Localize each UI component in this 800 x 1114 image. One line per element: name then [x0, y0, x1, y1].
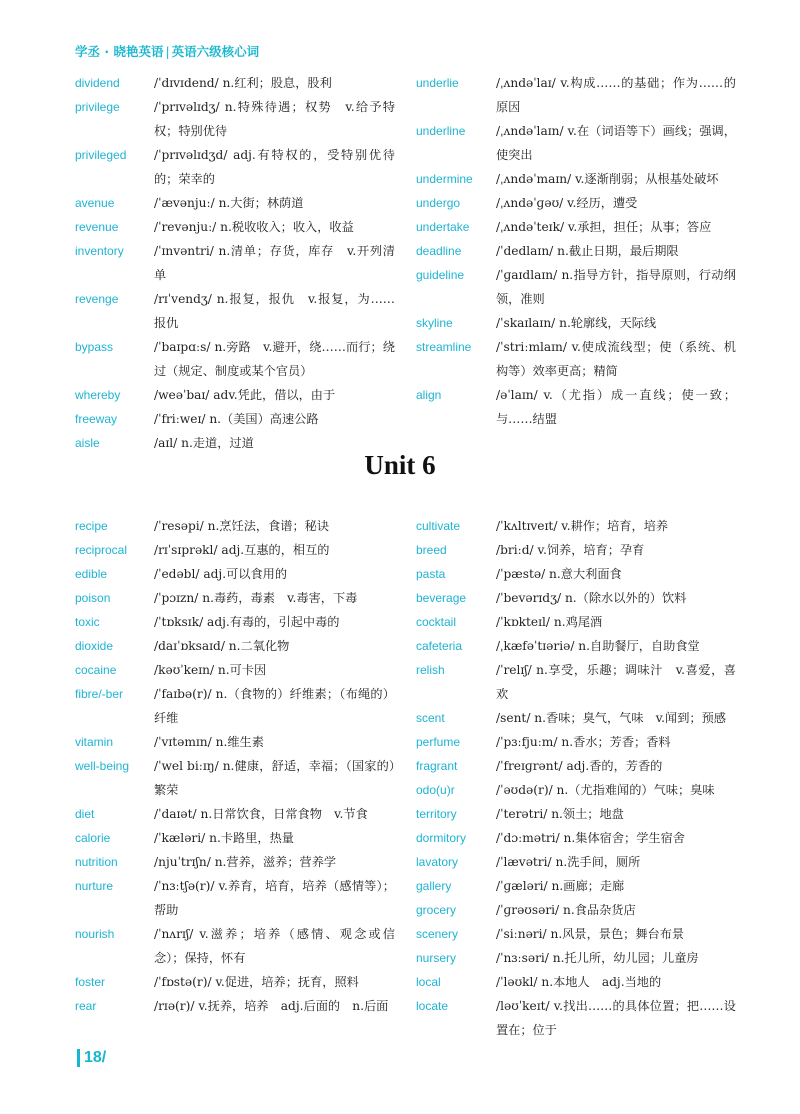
vocab-word: toxic: [75, 615, 100, 629]
vocab-definition: /weəˈbaɪ/ adv.凭此，借以，由于: [154, 388, 336, 402]
vocab-word: undermine: [416, 172, 473, 186]
vocab-word: skyline: [416, 316, 453, 330]
vocab-definition: /ˈnʌrɪʃ/ v.滋养；培养（感情、观念或信念）；保持，怀有: [154, 927, 395, 965]
vocab-entry: [75, 610, 395, 634]
vocab-entry: [416, 946, 736, 970]
vocab-word: edible: [75, 567, 108, 581]
vocab-definition: /aɪl/ n.走道，过道: [154, 436, 254, 450]
vocab-definition: /ˈfreɪɡrənt/ adj.香的，芳香的: [496, 759, 663, 773]
vocab-word: calorie: [75, 831, 111, 845]
vocab-definition: /ˈləʊkl/ n.本地人 adj.当地的: [496, 975, 662, 989]
vocab-word: dioxide: [75, 639, 114, 653]
vocab-definition: /njuˈtrɪʃn/ n.营养，滋养；营养学: [154, 855, 337, 869]
vocab-word: local: [416, 975, 441, 989]
vocab-word: revenue: [75, 220, 119, 234]
vocab-definition: /kəʊˈkeɪn/ n.可卡因: [154, 663, 267, 677]
vocab-entry: [416, 538, 736, 562]
vocab-definition: /daɪˈɒksaɪd/ n.二氧化物: [154, 639, 290, 653]
vocab-definition: /ˈtɒksɪk/ adj.有毒的，引起中毒的: [154, 615, 340, 629]
vocab-definition: /ˈskaɪlaɪn/ n.轮廓线，天际线: [496, 316, 657, 330]
vocab-definition: /ˈnɜːtʃə(r)/ v.养育，培育，培养（感情等）；帮助: [154, 879, 395, 917]
vocab-word: nursery: [416, 951, 457, 965]
vocab-definition: /ˌʌndəˈmaɪn/ v.逐渐削弱；从根基处破坏: [496, 172, 719, 186]
vocab-definition: /ˈdaɪət/ n.日常饮食，日常食物 v.节食: [154, 807, 368, 821]
vocab-entry: [416, 802, 736, 826]
vocab-word: nutrition: [75, 855, 118, 869]
vocab-word: pasta: [416, 567, 446, 581]
vocab-entry: [75, 682, 395, 730]
vocab-word: well-being: [75, 759, 130, 773]
vocab-definition: /ˈkæləri/ n.卡路里，热量: [154, 831, 294, 845]
vocab-definition: /briːd/ v.饲养，培育；孕育: [496, 543, 645, 557]
vocab-entry: [416, 874, 736, 898]
vocab-definition: /ˈvɪtəmɪn/ n.维生素: [154, 735, 264, 749]
vocab-entry: [416, 586, 736, 610]
vocab-entry: [416, 239, 736, 263]
vocab-definition: /ˈbevərɪdʒ/ n.（除水以外的）饮料: [496, 591, 687, 605]
vocab-entry: [416, 610, 736, 634]
vocab-word: perfume: [416, 735, 461, 749]
vocab-entry: [416, 970, 736, 994]
vocab-definition: /ˈsiːnəri/ n.风景，景色；舞台布景: [496, 927, 685, 941]
vocab-entry: [75, 754, 395, 802]
vocab-entry: [416, 730, 736, 754]
vocab-definition: /rɪˈvendʒ/ n.报复，报仇 v.报复，为……报仇: [154, 292, 395, 330]
vocab-word: reciprocal: [75, 543, 128, 557]
vocab-definition: /əˈlaɪn/ v.（尤指）成一直线；使一致；与……结盟: [496, 388, 736, 426]
vocab-definition: /ˈwel biːɪŋ/ n.健康，舒适，幸福；（国家的）繁荣: [154, 759, 395, 797]
vocab-entry: [75, 562, 395, 586]
vocab-word: cultivate: [416, 519, 461, 533]
vocab-definition: /ˈbaɪpɑːs/ n.旁路 v.避开，绕……而行；绕过（规定、制度或某个官员）: [154, 340, 395, 378]
vocab-definition: /ˈrelɪʃ/ n.享受，乐趣；调味汁 v.喜爱，喜欢: [496, 663, 736, 701]
vocab-entry: [416, 826, 736, 850]
vocab-word: poison: [75, 591, 111, 605]
vocab-entry: [416, 71, 736, 119]
vocab-word: scent: [416, 711, 445, 725]
vocab-word: odo(u)r: [416, 783, 455, 797]
vocab-word: deadline: [416, 244, 462, 258]
vocab-word: avenue: [75, 196, 115, 210]
vocab-entry: [75, 634, 395, 658]
vocab-entry: [75, 850, 395, 874]
vocab-entry: [75, 874, 395, 922]
vocab-entry: [416, 994, 736, 1042]
vocab-word: freeway: [75, 412, 118, 426]
vocab-entry: [75, 239, 395, 287]
vocab-definition: /ˈdɪvɪdend/ n.红利；股息，股利: [154, 76, 332, 90]
vocab-entry: [416, 263, 736, 311]
vocab-entry: [416, 634, 736, 658]
vocab-word: lavatory: [416, 855, 459, 869]
vocab-word: nourish: [75, 927, 115, 941]
unit-title: Unit 6: [364, 450, 436, 480]
vocab-entry: [75, 994, 395, 1018]
vocab-word: underlie: [416, 76, 459, 90]
vocab-entry: [75, 802, 395, 826]
vocab-word: undertake: [416, 220, 470, 234]
vocab-entry: [75, 191, 395, 215]
vocab-entry: [75, 215, 395, 239]
vocab-definition: /ˈɡaɪdlaɪn/ n.指导方针，指导原则，行动纲领，准则: [496, 268, 736, 306]
vocab-word: undergo: [416, 196, 461, 210]
vocab-word: fibre/-ber: [75, 687, 124, 701]
vocab-definition: /ˈdɔːmətri/ n.集体宿舍；学生宿舍: [496, 831, 685, 845]
vocab-entry: [416, 898, 736, 922]
vocab-word: align: [416, 388, 442, 402]
vocab-definition: /ˌʌndəˈlaɪn/ v.在（词语等下）画线；强调，使突出: [496, 124, 736, 162]
vocab-entry: [416, 119, 736, 167]
vocab-entry: [75, 922, 395, 970]
vocab-definition: /ˈpæstə/ n.意大利面食: [496, 567, 622, 581]
vocab-definition: /ˈdedlaɪn/ n.截止日期，最后期限: [496, 244, 679, 258]
vocab-definition: /rɪə(r)/ v.抚养，培养 adj.后面的 n.后面: [154, 999, 389, 1013]
vocab-entry: [416, 215, 736, 239]
vocab-definition: /ˈfriːweɪ/ n.（美国）高速公路: [154, 412, 319, 426]
vocab-definition: /ˈresəpi/ n.烹饪法，食谱；秘诀: [154, 519, 330, 533]
top-left-column: [75, 71, 395, 455]
header-subtitle: 英语六级核心词: [171, 44, 260, 59]
header-book: 学丞 · 晓艳英语: [75, 44, 164, 59]
vocab-definition: /ˈkʌltɪveɪt/ v.耕作；培育，培养: [496, 519, 669, 533]
vocab-entry: [416, 514, 736, 538]
vocab-definition: /ˈævənjuː/ n.大街；林荫道: [154, 196, 304, 210]
vocab-entry: [75, 826, 395, 850]
vocab-word: breed: [416, 543, 447, 557]
vocab-definition: /ˈedəbl/ adj.可以食用的: [154, 567, 288, 581]
vocab-word: streamline: [416, 340, 472, 354]
vocab-word: fragrant: [416, 759, 458, 773]
vocab-word: underline: [416, 124, 466, 138]
unit-left-column: [75, 514, 395, 1018]
vocab-word: guideline: [416, 268, 465, 282]
vocab-entry: [416, 754, 736, 778]
header-separator: |: [165, 44, 170, 59]
unit-right-column: [416, 514, 736, 1042]
vocab-definition: /ˈpɜːfjuːm/ n.香水；芳香；香料: [496, 735, 671, 749]
vocab-word: rear: [75, 999, 97, 1013]
vocab-word: privilege: [75, 100, 120, 114]
vocab-word: locate: [416, 999, 449, 1013]
vocab-definition: /ləʊˈkeɪt/ v.找出……的具体位置；把……设置在；位于: [496, 999, 736, 1037]
vocab-definition: /sent/ n.香味；臭气，气味 v.闻到；预感: [496, 711, 726, 725]
vocab-definition: /ˌʌndəˈteɪk/ v.承担，担任；从事；答应: [496, 220, 712, 234]
vocab-word: cocktail: [416, 615, 457, 629]
vocab-definition: /ˌʌndəˈlaɪ/ v.构成……的基础；作为……的原因: [496, 76, 736, 114]
vocab-word: grocery: [416, 903, 457, 917]
vocab-definition: /ˈstriːmlaɪn/ v.使成流线型；使（系统、机构等）效率更高；精简: [496, 340, 736, 378]
vocab-word: foster: [75, 975, 106, 989]
vocab-word: scenery: [416, 927, 459, 941]
vocab-entry: [75, 383, 395, 407]
vocab-entry: [416, 706, 736, 730]
vocab-definition: /ˈəʊdə(r)/ n.（尤指难闻的）气味；臭味: [496, 783, 715, 797]
top-right-column: [416, 71, 736, 431]
vocab-entry: [75, 407, 395, 431]
vocab-word: gallery: [416, 879, 452, 893]
vocab-entry: [75, 970, 395, 994]
vocab-definition: /ˈkɒkteɪl/ n.鸡尾酒: [496, 615, 603, 629]
vocab-word: beverage: [416, 591, 467, 605]
vocab-definition: /ˈnɜːsəri/ n.托儿所，幼儿园；儿童房: [496, 951, 699, 965]
vocab-word: bypass: [75, 340, 114, 354]
vocab-entry: [416, 383, 736, 431]
vocab-definition: /ˌʌndəˈɡəʊ/ v.经历，遭受: [496, 196, 638, 210]
vocab-word: privileged: [75, 148, 127, 162]
vocab-definition: /ˈɡæləri/ n.画廊；走廊: [496, 879, 625, 893]
vocab-entry: [416, 311, 736, 335]
vocab-definition: /ˈɡrəʊsəri/ n.食品杂货店: [496, 903, 636, 917]
vocab-word: territory: [416, 807, 457, 821]
vocab-entry: [75, 730, 395, 754]
vocab-word: inventory: [75, 244, 124, 258]
vocab-word: cafeteria: [416, 639, 463, 653]
vocab-word: nurture: [75, 879, 114, 893]
vocab-entry: [416, 167, 736, 191]
vocab-word: vitamin: [75, 735, 114, 749]
vocab-entry: [75, 538, 395, 562]
vocab-word: relish: [416, 663, 445, 677]
vocab-entry: [75, 287, 395, 335]
vocab-word: dormitory: [416, 831, 467, 845]
vocab-entry: [75, 143, 395, 191]
vocab-entry: [416, 335, 736, 383]
vocab-definition: /rɪˈsɪprəkl/ adj.互惠的，相互的: [154, 543, 330, 557]
vocab-definition: /ˈɪnvəntri/ n.清单；存货，库存 v.开列清单: [154, 244, 395, 282]
vocab-definition: /ˈrevənjuː/ n.税收收入；收入，收益: [154, 220, 354, 234]
vocab-definition: /ˈfaɪbə(r)/ n.（食物的）纤维素；（布绳的）纤维: [154, 687, 395, 725]
vocab-entry: [416, 922, 736, 946]
vocab-entry: [75, 71, 395, 95]
vocab-entry: [416, 658, 736, 706]
vocab-definition: /ˈlævətri/ n.洗手间，厕所: [496, 855, 641, 869]
vocab-word: aisle: [75, 436, 100, 450]
vocab-entry: [75, 586, 395, 610]
vocab-entry: [416, 191, 736, 215]
page-number: 18/: [77, 1049, 106, 1067]
vocab-entry: [75, 514, 395, 538]
running-header: [75, 42, 259, 60]
vocab-entry: [416, 850, 736, 874]
vocab-entry: [416, 778, 736, 802]
vocab-word: diet: [75, 807, 95, 821]
vocab-word: cocaine: [75, 663, 117, 677]
vocab-definition: /ˈpɔɪzn/ n.毒药，毒素 v.毒害，下毒: [154, 591, 358, 605]
vocab-definition: /ˈprɪvəlɪdʒ/ n.特殊待遇；权势 v.给予特权；特别优待: [154, 100, 395, 138]
vocab-definition: /ˈterətri/ n.领土；地盘: [496, 807, 624, 821]
vocab-word: recipe: [75, 519, 108, 533]
vocab-entry: [75, 95, 395, 143]
vocab-entry: [75, 658, 395, 682]
vocab-definition: /ˈfɒstə(r)/ v.促进，培养；抚育，照料: [154, 975, 359, 989]
vocab-word: dividend: [75, 76, 120, 90]
vocab-word: revenge: [75, 292, 119, 306]
vocab-definition: /ˌkæfəˈtɪəriə/ n.自助餐厅，自助食堂: [496, 639, 700, 653]
vocab-entry: [416, 562, 736, 586]
vocab-word: whereby: [75, 388, 121, 402]
vocab-definition: /ˈprɪvəlɪdʒd/ adj.有特权的，受特别优待的；荣幸的: [154, 148, 395, 186]
vocab-entry: [75, 335, 395, 383]
